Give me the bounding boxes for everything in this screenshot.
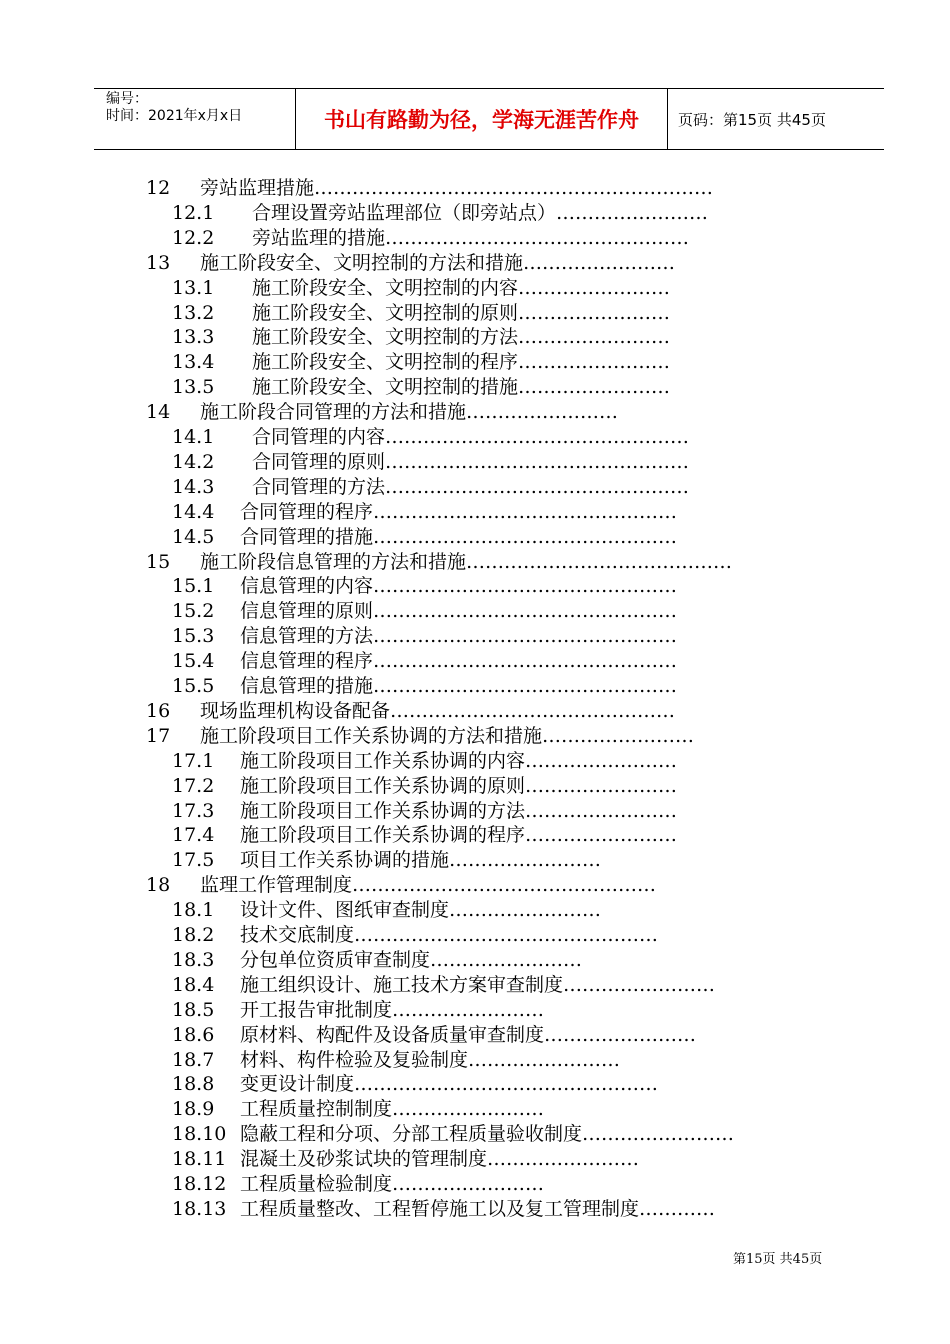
toc-entry-number: 15.5 xyxy=(172,675,215,697)
toc-entry-title: 旁站监理的措施………………………………………… xyxy=(252,226,690,249)
toc-entry-title: 施工阶段安全、文明控制的方法和措施…………………… xyxy=(200,251,676,274)
toc-entry-title: 隐蔽工程和分项、分部工程质量验收制度…………………… xyxy=(240,1123,735,1146)
toc-entry-number: 18.8 xyxy=(172,1073,215,1096)
toc-entry-title: 合同管理的程序………………………………………… xyxy=(240,500,678,523)
toc-entry-title: 变更设计制度………………………………………… xyxy=(240,1073,659,1096)
toc-entry-title: 监理工作管理制度………………………………………… xyxy=(200,874,657,897)
page-footer: 第15页 共45页 xyxy=(733,1252,823,1267)
toc-entry-title: 原材料、构配件及设备质量审查制度…………………… xyxy=(240,1023,697,1046)
toc-entry-title: 信息管理的措施………………………………………… xyxy=(240,675,678,697)
toc-entry-number: 13.5 xyxy=(172,376,215,399)
toc-entry-title: 施工阶段安全、文明控制的措施…………………… xyxy=(252,376,671,399)
toc-entry-number: 18.10 xyxy=(172,1123,227,1146)
date-label: 时间：2021年x月x日 xyxy=(106,108,243,124)
toc-entry-number: 13.1 xyxy=(172,276,215,299)
toc-entry-title: 施工阶段信息管理的方法和措施…………………………………… xyxy=(200,550,733,573)
toc-entry-number: 18.11 xyxy=(172,1148,227,1171)
toc-entry-title: 现场监理机构设备配备……………………………………… xyxy=(200,699,676,722)
toc-entry-number: 15.1 xyxy=(172,575,215,598)
toc-entry-title: 工程质量控制制度…………………… xyxy=(240,1098,545,1121)
toc-entry-number: 18.2 xyxy=(172,924,215,946)
toc-entry-title: 开工报告审批制度…………………… xyxy=(240,998,545,1021)
toc-entry-number: 15.3 xyxy=(172,625,215,648)
toc-entry-number: 16 xyxy=(146,699,171,722)
toc-entry-title: 材料、构件检验及复验制度…………………… xyxy=(240,1048,621,1071)
toc-entry-number: 13.4 xyxy=(172,351,215,374)
toc-entry-number: 17.5 xyxy=(172,849,215,872)
toc-entry-number: 15.2 xyxy=(172,600,215,623)
header-motto: 书山有路勤为径，学海无涯苦作舟 xyxy=(296,89,668,149)
toc-entry-number: 15 xyxy=(146,550,171,573)
toc-entry-number: 13.3 xyxy=(172,326,215,349)
toc-entry-number: 14.1 xyxy=(172,426,215,448)
toc-entry-number: 17.2 xyxy=(172,774,215,797)
toc-entry-title: 施工阶段项目工作关系协调的内容…………………… xyxy=(240,749,678,772)
toc-entry-title: 设计文件、图纸审查制度…………………… xyxy=(240,899,602,922)
toc-entry-title: 施工阶段项目工作关系协调的方法和措施…………………… xyxy=(200,724,695,747)
toc-entry-title: 施工阶段合同管理的方法和措施…………………… xyxy=(200,401,619,424)
header-page-number: 页码：第15页 共45页 xyxy=(678,110,826,129)
toc-entry-number: 17.3 xyxy=(172,799,215,822)
toc-entry-title: 技术交底制度………………………………………… xyxy=(240,924,659,946)
toc-entry-number: 17.1 xyxy=(172,749,215,772)
toc-entry-number: 13 xyxy=(146,251,171,274)
toc-entry-title: 合理设置旁站监理部位（即旁站点）…………………… xyxy=(252,201,709,224)
toc-entry-title: 施工阶段安全、文明控制的方法…………………… xyxy=(252,326,671,349)
toc-entry-title: 工程质量检验制度…………………… xyxy=(240,1173,545,1195)
header-meta xyxy=(94,89,296,149)
toc-entry-number: 14.2 xyxy=(172,450,215,473)
toc-entry-number: 15.4 xyxy=(172,650,215,673)
toc-entry-title: 施工阶段项目工作关系协调的方法…………………… xyxy=(240,799,678,822)
toc-entry-title: 合同管理的方法………………………………………… xyxy=(252,475,690,498)
toc-entry-title: 合同管理的措施………………………………………… xyxy=(240,525,678,548)
toc-entry-number: 17 xyxy=(146,724,171,747)
page-header xyxy=(94,88,884,150)
toc-entry-title: 施工组织设计、施工技术方案审查制度…………………… xyxy=(240,973,716,996)
toc-entry-number: 18 xyxy=(146,874,171,897)
doc-number-label: 编号： xyxy=(106,91,148,107)
toc-entry-number: 14 xyxy=(146,401,171,424)
toc-entry-number: 14.3 xyxy=(172,475,215,498)
toc-entry-title: 工程质量整改、工程暂停施工以及复工管理制度………… xyxy=(240,1197,716,1220)
toc-entry-number: 18.7 xyxy=(172,1048,215,1071)
toc-entry-title: 信息管理的内容………………………………………… xyxy=(240,575,678,598)
toc-entry-number: 12 xyxy=(146,177,171,199)
toc-entry-title: 施工阶段项目工作关系协调的程序…………………… xyxy=(240,824,678,847)
toc-entry-number: 14.4 xyxy=(172,500,215,523)
toc-entry-number: 18.3 xyxy=(172,948,215,971)
toc-entry-number: 18.12 xyxy=(172,1173,227,1195)
toc-entry-title: 信息管理的方法………………………………………… xyxy=(240,625,678,648)
toc-entry-title: 施工阶段安全、文明控制的内容…………………… xyxy=(252,276,671,299)
toc-entry-title: 信息管理的原则………………………………………… xyxy=(240,600,678,623)
toc-entry-number: 18.9 xyxy=(172,1098,215,1121)
toc-entry-title: 合同管理的内容………………………………………… xyxy=(252,426,690,448)
toc-entry-number: 17.4 xyxy=(172,824,215,847)
toc-entry-number: 18.13 xyxy=(172,1197,227,1220)
toc-entry-number: 14.5 xyxy=(172,525,215,548)
toc-entry-title: 施工阶段项目工作关系协调的原则…………………… xyxy=(240,774,678,797)
toc-entry-number: 18.5 xyxy=(172,998,215,1021)
toc-entry-number: 12.2 xyxy=(172,226,215,249)
toc-entry-title: 施工阶段安全、文明控制的程序…………………… xyxy=(252,351,671,374)
toc-entry-title: 混凝土及砂浆试块的管理制度…………………… xyxy=(240,1148,640,1171)
toc-entry-number: 13.2 xyxy=(172,301,215,324)
toc-entry-title: 施工阶段安全、文明控制的原则…………………… xyxy=(252,301,671,324)
toc-entry-number: 18.6 xyxy=(172,1023,215,1046)
toc-entry-title: 信息管理的程序………………………………………… xyxy=(240,650,678,673)
toc-entry-number: 18.4 xyxy=(172,973,215,996)
toc-entry-number: 12.1 xyxy=(172,201,215,224)
toc-entry-title: 分包单位资质审查制度…………………… xyxy=(240,948,583,971)
toc-entry-title: 合同管理的原则………………………………………… xyxy=(252,450,690,473)
toc-entry-title: 旁站监理措施……………………………………………………… xyxy=(200,177,714,199)
toc-entry-title: 项目工作关系协调的措施…………………… xyxy=(240,849,602,872)
toc-entry-number: 18.1 xyxy=(172,899,215,922)
